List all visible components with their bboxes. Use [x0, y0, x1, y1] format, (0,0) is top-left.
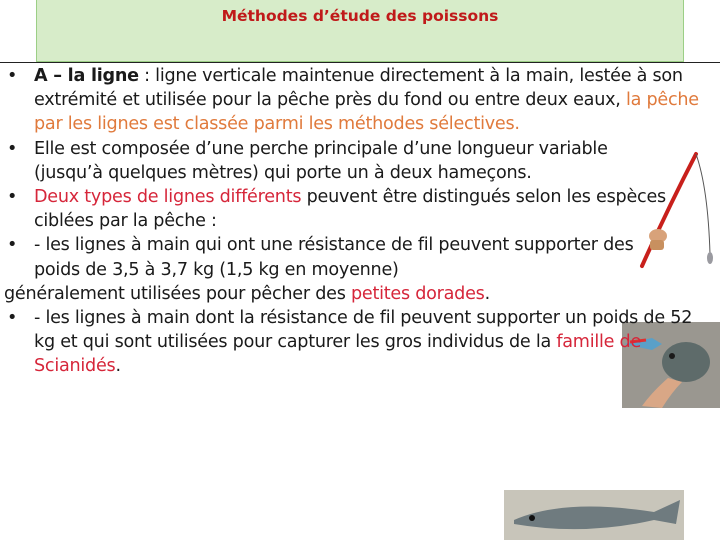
paragraph-text: généralement utilisées pour pêcher des [4, 283, 351, 304]
bullet-list [4, 64, 716, 379]
paragraph-line [4, 282, 716, 306]
bullet-dot: • [7, 138, 18, 159]
bullet-text: - les lignes à main qui ont une résistance de fil peuvent supporter des poids de 3,5 à 3,7 kg (1,5 kg en moyenne) [34, 235, 634, 280]
bullet-dot: • [7, 66, 18, 86]
bullet-highlight: la pêche par les lignes est classée parmi les méthodes sélectives. [34, 90, 699, 135]
bullet-highlight: famille de Scianidés [34, 332, 642, 377]
bullet-dot: • [7, 187, 18, 208]
paragraph-end: . [484, 283, 490, 304]
bullet-dot: • [7, 308, 18, 329]
bullet-highlight: Deux types de lignes différents [34, 187, 302, 208]
bullet-dot: • [7, 235, 18, 256]
page-title: Méthodes d’étude des poissons [221, 7, 499, 25]
title-banner [36, 0, 684, 62]
bullet-text: peuvent être distingués selon les espèces ciblées par la pêche : [34, 187, 666, 232]
bullet-text: - les lignes à main dont la résistance de fil peuvent supporter un poids de 52 kg et qui sont utilisées pour capturer les gros individus de la [34, 308, 693, 353]
bullet-text: Elle est composée d’une perche principale d’une longueur variable (jusqu’à quelques mètres) qui porte un à deux hameçons. [34, 138, 608, 183]
fish-image [504, 490, 684, 540]
paragraph-highlight: petites dorades [350, 283, 485, 304]
bullet-text: : ligne verticale maintenue directement à la main, lestée à son extrémité et utilisée pour la pêche près du fond ou entre deux eaux, [34, 66, 683, 111]
list-item [4, 185, 716, 233]
bullet-end: . [115, 356, 121, 377]
list-item [4, 64, 716, 137]
list-item [4, 233, 716, 281]
list-item [4, 306, 716, 379]
list-item [4, 137, 716, 185]
bullet-bold-label: A – la ligne [34, 66, 139, 86]
